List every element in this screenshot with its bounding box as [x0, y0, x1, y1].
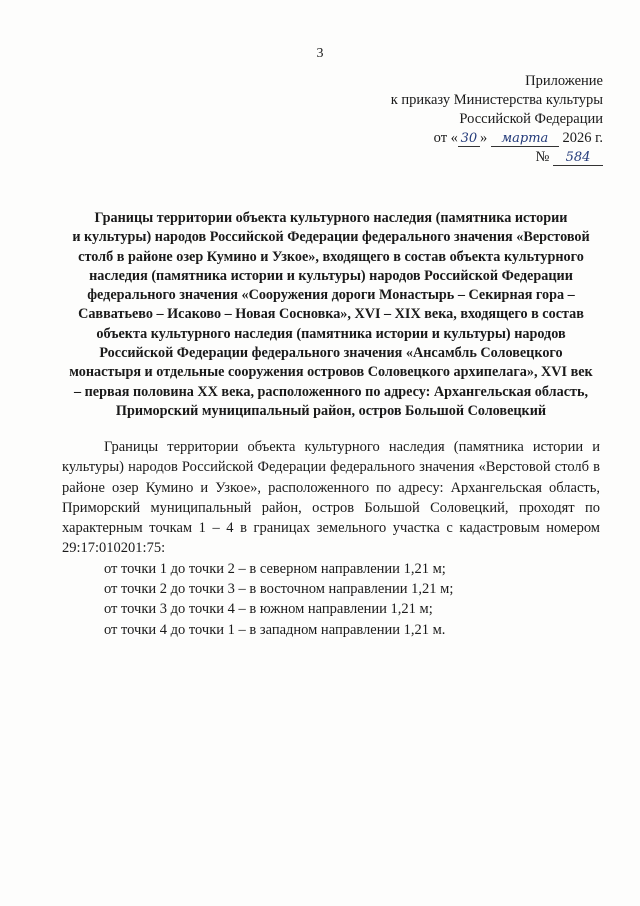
- title-line: Приморский муниципальный район, остров Большой Соловецкий: [115, 402, 547, 419]
- date-year: 2026 г.: [562, 130, 603, 146]
- title-line: Границы территории объекта культурного наследия (памятника истории: [94, 210, 568, 226]
- appendix-header: [283, 72, 603, 167]
- document-title: [62, 209, 600, 421]
- boundary-segment-item: от точки 3 до точки 4 – в южном направлении 1,21 м;: [104, 601, 433, 618]
- boundary-description-paragraph: Границы территории объекта культурного наследия (памятника истории и культуры) народов Российской Федерации федерального значения «Верстовой столб в районе озер Кумино и Узкое», расположенного по адресу: Архангельская область, Приморский муниципальный район, остров Большой Соловецкий, проходят по характерным точкам 1 – 4 в границах земельного участка с кадастровым номером 29:17:010201:75:: [62, 439, 600, 557]
- appendix-label: Приложение: [525, 73, 603, 89]
- order-number-handwritten: 584: [553, 150, 603, 166]
- order-number-line: [283, 148, 603, 167]
- title-line: столб в районе озер Кумино и Узкое», входящего в состав объекта культурного: [78, 248, 584, 265]
- number-prefix: №: [535, 149, 550, 165]
- title-line: объекта культурного наследия (памятника истории и культуры) народов: [96, 325, 566, 342]
- document-body: [62, 437, 600, 640]
- date-prefix: от «: [433, 130, 458, 146]
- date-day-handwritten: 30: [458, 131, 480, 147]
- title-line: федерального значения «Сооружения дороги Монастырь – Секирная гора –: [87, 287, 575, 304]
- order-reference: к приказу Министерства культуры: [390, 92, 603, 108]
- boundary-segment-item: от точки 4 до точки 1 – в западном направлении 1,21 м.: [104, 621, 446, 638]
- title-line: и культуры) народов Российской Федерации федерального значения «Верстовой: [72, 229, 590, 246]
- title-line: Российской Федерации федерального значения «Ансамбль Соловецкого: [99, 345, 563, 362]
- date-mid: »: [479, 130, 488, 146]
- title-line: наследия (памятника истории и культуры) народов Российской Федерации: [89, 267, 573, 284]
- title-line: – первая половина XX века, расположенного по адресу: Архангельская область,: [73, 383, 589, 400]
- page-number: 3: [316, 46, 324, 61]
- date-month-handwritten: марта: [491, 131, 559, 147]
- ministry-country: Российской Федерации: [459, 111, 603, 127]
- order-date-line: [283, 129, 603, 148]
- boundary-segment-item: от точки 1 до точки 2 – в северном направлении 1,21 м;: [104, 560, 446, 577]
- boundary-segment-item: от точки 2 до точки 3 – в восточном направлении 1,21 м;: [104, 581, 454, 598]
- title-line: монастыря и отдельные сооружения островов Соловецкого архипелага», XVI век: [69, 364, 593, 381]
- title-line: Савватьево – Исаково – Новая Сосновка», XVI – XIX века, входящего в состав: [78, 306, 584, 323]
